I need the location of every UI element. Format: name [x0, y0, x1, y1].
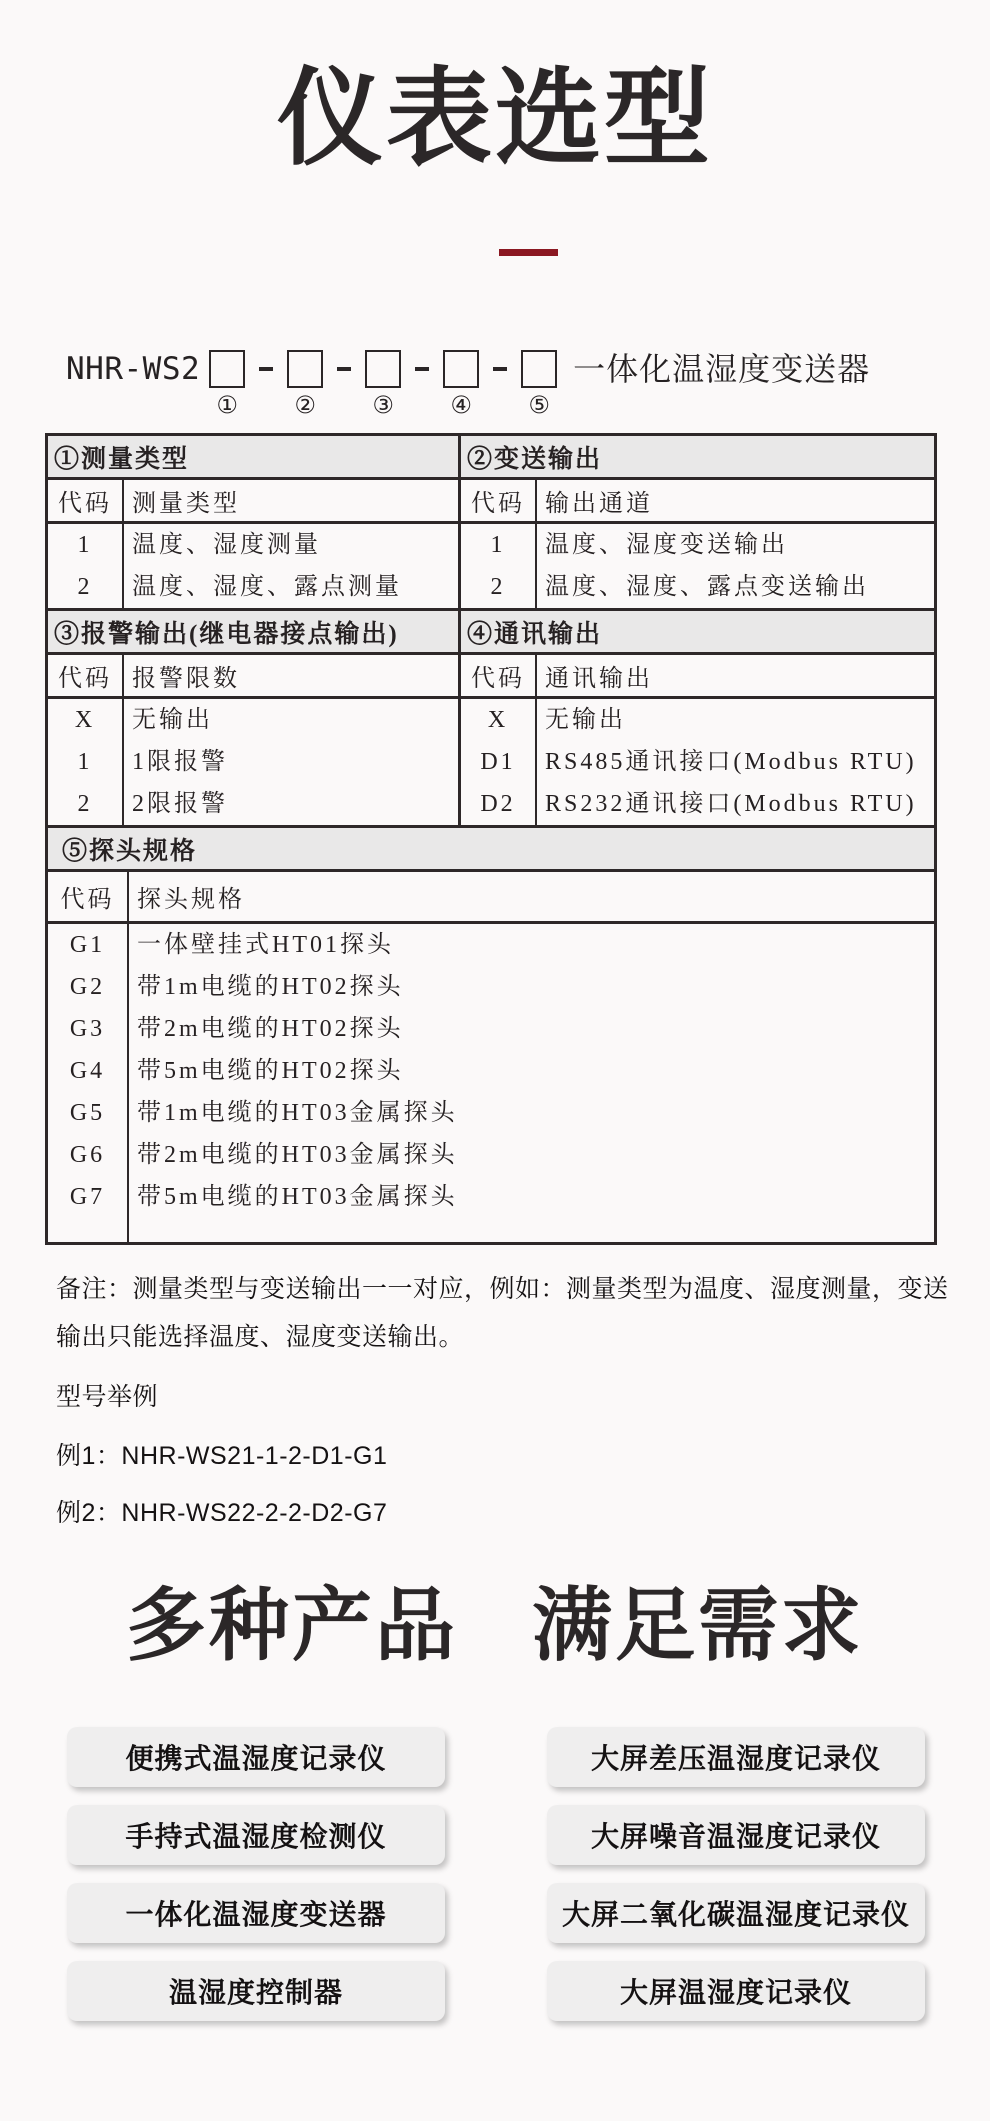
- section-communication-output: [461, 611, 934, 825]
- products-heading-part-1: 多种产品: [126, 1581, 458, 1670]
- value-column: [124, 524, 458, 608]
- table-band-1: [48, 436, 934, 608]
- table-cell: 报警限数: [132, 666, 240, 692]
- product-button-bigscreen-co2-thr-recorder[interactable]: 大屏二氧化碳温湿度记录仪: [547, 1883, 925, 1943]
- model-slot-3: [365, 350, 401, 419]
- section-header-communication-output: ④通讯输出: [461, 611, 934, 655]
- code-column: [48, 924, 129, 1242]
- table-band-3: [48, 825, 934, 1242]
- model-slot-1: [209, 350, 245, 419]
- spec-value: 一体壁挂式HT01探头: [137, 932, 394, 958]
- section-alarm-output: [48, 611, 461, 825]
- code-value: 1: [77, 749, 93, 775]
- code-value: G6: [69, 1142, 106, 1168]
- code-value: G3: [69, 1016, 106, 1042]
- section-header-transmission-output: ②变送输出: [461, 436, 934, 480]
- dash-separator: [259, 367, 273, 371]
- slot-number-5: ⑤: [528, 392, 550, 419]
- product-button-bigscreen-thr-recorder[interactable]: 大屏温湿度记录仪: [547, 1961, 925, 2021]
- table-row: [48, 872, 934, 924]
- code-value: G4: [69, 1058, 106, 1084]
- spec-value: 温度、湿度测量: [132, 532, 321, 558]
- table-cell: 代码: [48, 655, 124, 696]
- model-code-box-3: [365, 350, 401, 388]
- selection-table: [45, 433, 937, 1245]
- spec-value: 带5m电缆的HT03金属探头: [137, 1184, 458, 1210]
- value-column: [537, 699, 934, 825]
- product-button-portable-thr-recorder[interactable]: 便携式温湿度记录仪: [67, 1727, 445, 1787]
- spec-value: 温度、湿度变送输出: [545, 532, 788, 558]
- product-buttons-right: [547, 1727, 925, 2021]
- table-cell: 代码: [461, 480, 537, 521]
- table-band-2: [48, 608, 934, 825]
- model-slot-2: [287, 350, 323, 419]
- dash-separator: [337, 367, 351, 371]
- spec-value: RS485通讯接口(Modbus RTU): [545, 749, 917, 775]
- table-cell: 代码: [461, 655, 537, 696]
- table-body: [461, 699, 934, 825]
- table-cell: 输出通道: [545, 491, 653, 517]
- model-code-line: [66, 350, 870, 419]
- model-example-2: 例2：NHR-WS22-2-2-D2-G7: [56, 1499, 388, 1527]
- spec-value: RS232通讯接口(Modbus RTU): [545, 791, 917, 817]
- table-row: [48, 480, 458, 524]
- table-body: [48, 699, 458, 825]
- spec-value: 带2m电缆的HT02探头: [137, 1016, 404, 1042]
- slot-number-2: ②: [294, 392, 316, 419]
- table-cell: 通讯输出: [545, 666, 653, 692]
- model-code-box-5: [521, 350, 557, 388]
- code-value: 1: [490, 532, 506, 558]
- products-heading: [0, 1581, 990, 1670]
- model-code-box-2: [287, 350, 323, 388]
- model-slot-4: [443, 350, 479, 419]
- spec-value: 温度、湿度、露点变送输出: [545, 574, 869, 600]
- code-value: X: [74, 707, 96, 733]
- table-cell: 代码: [48, 872, 129, 921]
- code-value: 1: [77, 532, 93, 558]
- table-cell: 代码: [48, 480, 124, 521]
- section-header-measurement-type: ①测量类型: [48, 436, 458, 480]
- notes-block: [56, 1272, 976, 1530]
- model-code-box-4: [443, 350, 479, 388]
- code-column: [48, 699, 124, 825]
- note-line-1: 备注：测量类型与变送输出一一对应，例如：测量类型为温度、湿度测量，变送: [56, 1275, 949, 1303]
- section-header-probe-spec: ⑤探头规格: [48, 828, 934, 872]
- model-slot-5: [521, 350, 557, 419]
- section-header-alarm-output: ③报警输出(继电器接点输出): [48, 611, 458, 655]
- table-body: [461, 524, 934, 608]
- code-column: [48, 524, 124, 608]
- code-value: G5: [69, 1100, 106, 1126]
- table-body: [48, 924, 934, 1242]
- products-heading-part-2: 满足需求: [532, 1581, 864, 1670]
- product-button-handheld-thr-detector[interactable]: 手持式温湿度检测仪: [67, 1805, 445, 1865]
- code-value: 2: [77, 791, 93, 817]
- spec-value: 无输出: [132, 707, 213, 733]
- value-column: [537, 524, 934, 608]
- model-example-1: 例1：NHR-WS21-1-2-D1-G1: [56, 1442, 388, 1470]
- table-body: [48, 524, 458, 608]
- spec-value: 温度、湿度、露点测量: [132, 574, 402, 600]
- table-cell: 探头规格: [137, 887, 245, 913]
- page-title: 仪表选型: [277, 60, 713, 178]
- spec-value: 2限报警: [132, 791, 228, 817]
- value-column: [129, 924, 934, 1242]
- spec-value: 带5m电缆的HT02探头: [137, 1058, 404, 1084]
- model-suffix: 一体化温湿度变送器: [573, 351, 871, 387]
- product-buttons-left: [67, 1727, 445, 2021]
- accent-underline: [499, 249, 558, 256]
- spec-value: 带1m电缆的HT03金属探头: [137, 1100, 458, 1126]
- note-line-2: 输出只能选择温度、湿度变送输出。: [56, 1323, 465, 1351]
- spec-value: 1限报警: [132, 749, 228, 775]
- product-button-thr-controller[interactable]: 温湿度控制器: [67, 1961, 445, 2021]
- table-row: [461, 655, 934, 699]
- spec-value: 带2m电缆的HT03金属探头: [137, 1142, 458, 1168]
- section-measurement-type: [48, 436, 461, 608]
- code-value: X: [487, 707, 509, 733]
- model-code-box-1: [209, 350, 245, 388]
- product-button-integrated-thr-transmitter[interactable]: 一体化温湿度变送器: [67, 1883, 445, 1943]
- model-prefix: NHR-WS2: [66, 351, 201, 387]
- product-button-bigscreen-dp-thr-recorder[interactable]: 大屏差压温湿度记录仪: [547, 1727, 925, 1787]
- section-transmission-output: [461, 436, 934, 608]
- slot-number-1: ①: [216, 392, 238, 419]
- code-value: G7: [69, 1184, 106, 1210]
- model-examples-heading: 型号举例: [56, 1383, 159, 1411]
- table-row: [461, 480, 934, 524]
- code-value: D2: [480, 791, 516, 817]
- table-row: [48, 655, 458, 699]
- dash-separator: [493, 367, 507, 371]
- spec-value: 无输出: [545, 707, 626, 733]
- code-value: 2: [77, 574, 93, 600]
- product-button-bigscreen-noise-thr-recorder[interactable]: 大屏噪音温湿度记录仪: [547, 1805, 925, 1865]
- code-value: D1: [480, 749, 516, 775]
- value-column: [124, 699, 458, 825]
- code-column: [461, 699, 537, 825]
- code-value: G2: [69, 974, 106, 1000]
- code-column: [461, 524, 537, 608]
- dash-separator: [415, 367, 429, 371]
- slot-number-4: ④: [450, 392, 472, 419]
- spec-value: 带1m电缆的HT02探头: [137, 974, 404, 1000]
- code-value: G1: [69, 932, 106, 958]
- slot-number-3: ③: [372, 392, 394, 419]
- code-value: 2: [490, 574, 506, 600]
- table-cell: 测量类型: [132, 491, 240, 517]
